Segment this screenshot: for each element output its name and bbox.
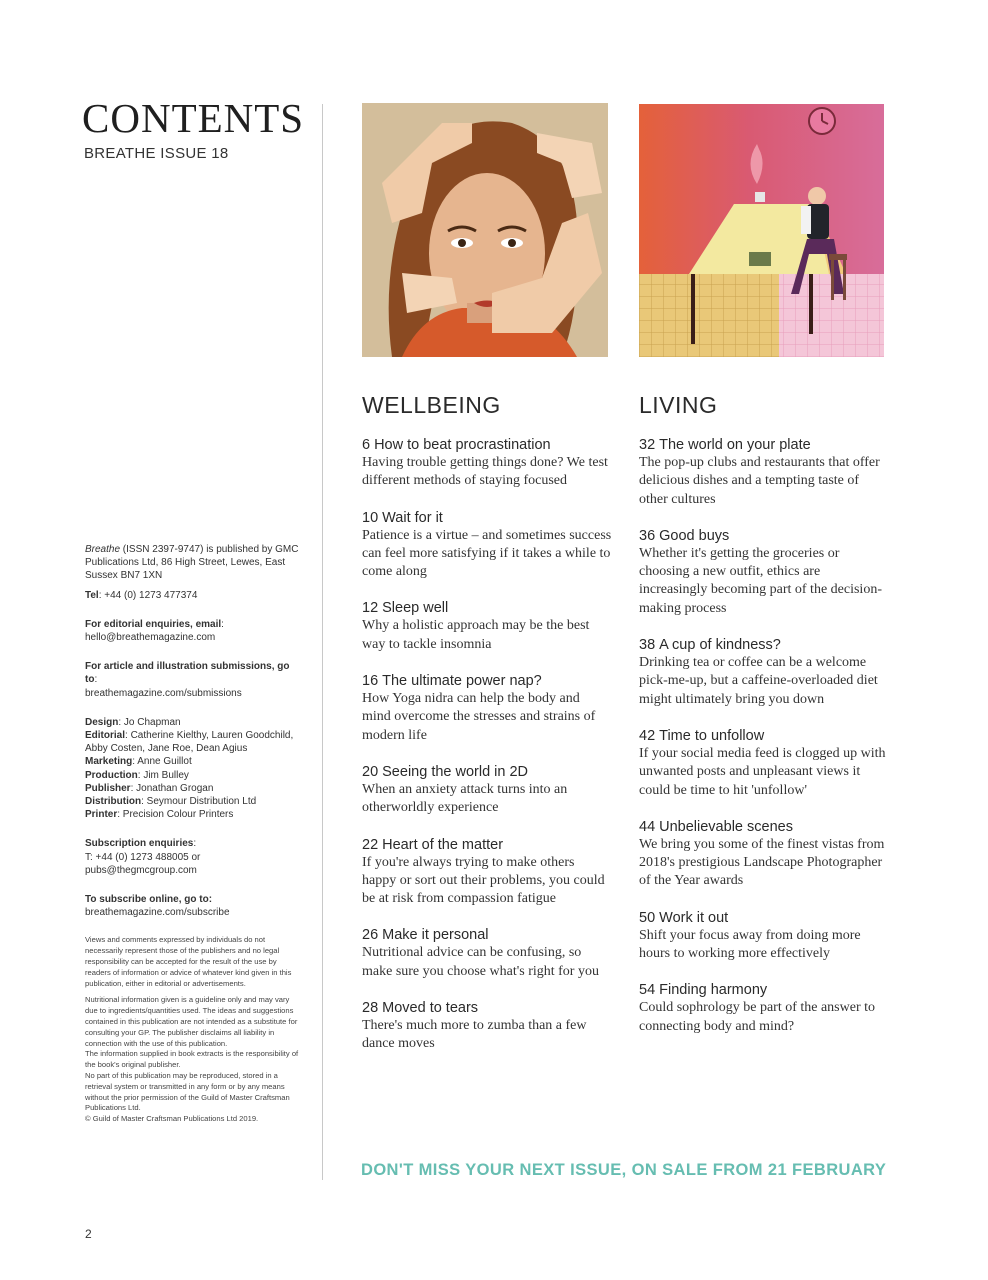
page-number: 44: [639, 818, 656, 835]
page-number: 26: [362, 927, 379, 944]
colophon-publisher: [85, 543, 300, 583]
disclaimer-views: Views and comments expressed by individuals do not necessarily represent those of the publishers and no legal responsibility can be accepted for the result of the use by readers of information or advice of whatever kind given in this publication, either in editorial or advertisements.: [85, 935, 292, 988]
entry-title: 12 Sleep well: [362, 600, 449, 617]
publication-name: Breathe: [85, 544, 121, 555]
page-number: 50: [639, 909, 656, 926]
page-number: 32: [639, 437, 656, 453]
page-number: 22: [362, 836, 379, 853]
credit-publisher: Publisher: Jonathan Grogan: [85, 782, 214, 794]
copyright-notice: © Guild of Master Craftsman Publications Ltd 2019.: [85, 1114, 259, 1124]
contents-entry[interactable]: [639, 636, 889, 709]
next-issue-banner: DON'T MISS YOUR NEXT ISSUE, ON SALE FROM 21 FEBRUARY: [361, 1161, 887, 1179]
contents-entry[interactable]: [639, 818, 889, 891]
colophon-submissions: For article and illustration submissions, go to: breathemagazine.com/submissions: [85, 661, 290, 699]
contents-entry[interactable]: [639, 727, 889, 800]
entry-title: 36 Good buys: [639, 527, 730, 544]
entry-title: 20 Seeing the world in 2D: [362, 763, 529, 780]
contents-entry[interactable]: [362, 836, 612, 909]
issue-label: BREATHE ISSUE 18: [84, 145, 229, 162]
living-illustration: [639, 104, 884, 357]
page-number: 20: [362, 763, 379, 780]
entry-title: 50 Work it out: [639, 909, 729, 926]
credit-production: Production: Jim Bulley: [85, 769, 189, 781]
entry-description: If you're always trying to make others happy or sort out their problems, you could be at risk from compassion fatigue: [362, 854, 605, 907]
entry-description: We bring you some of the finest vistas from 2018's prestigious Landscape Photographer of the Year awards: [639, 836, 885, 889]
disclaimer-reproduction: No part of this publication may be reproduced, stored in a retrieval system or transmitted in any form or by any means without the prior permission of the Guild of Master Craftsman Publications Ltd.: [85, 1071, 290, 1113]
credit-design: Design: Jo Chapman: [85, 716, 181, 728]
contents-entry[interactable]: [362, 436, 612, 491]
contents-entry[interactable]: [639, 527, 889, 618]
entry-title: 44 Unbelievable scenes: [639, 818, 793, 835]
credit-printer: Printer: Precision Colour Printers: [85, 809, 234, 821]
section-heading-living: LIVING: [639, 392, 718, 418]
entry-title: 38 A cup of kindness?: [639, 637, 781, 654]
page-number: 38: [639, 637, 656, 654]
contents-entry[interactable]: [362, 509, 612, 582]
page-number: 28: [362, 1000, 379, 1017]
living-list: [639, 436, 889, 1054]
entry-description: If your social media feed is clogged up with unwanted posts and unpleasant views it could be time to hit 'unfollow': [639, 745, 886, 798]
credit-editorial: Editorial: Catherine Kielthy, Lauren Goodchild, Abby Costen, Jane Roe, Dean Agius: [85, 730, 294, 755]
contents-entry[interactable]: [362, 672, 612, 745]
contents-entry[interactable]: [362, 763, 612, 818]
colophon: [85, 543, 300, 1125]
entry-description: Why a holistic approach may be the best way to tackle insomnia: [362, 618, 590, 652]
publication-info: (ISSN 2397-9747) is published by GMC Publications Ltd, 86 High Street, Lewes, East Sussex BN7 1XN: [85, 544, 299, 582]
entry-title: 16 The ultimate power nap?: [362, 673, 542, 690]
page-number: 36: [639, 527, 656, 544]
entry-description: Patience is a virtue – and sometimes success can feel more satisfying if it takes a while to come along: [362, 527, 612, 580]
column-divider: [322, 104, 323, 1180]
page-number: 16: [362, 673, 379, 690]
entry-title: 10 Wait for it: [362, 509, 443, 526]
entry-description: Whether it's getting the groceries or choosing a new outfit, ethics are increasingly becoming part of the decision-making process: [639, 545, 882, 616]
wellbeing-list: [362, 436, 612, 1072]
contents-entry[interactable]: [639, 436, 889, 509]
entry-description: Nutritional advice can be confusing, so make sure you choose what's right for you: [362, 945, 599, 979]
page-number: 6: [362, 437, 371, 453]
entry-description: When an anxiety attack turns into an otherworldly experience: [362, 781, 568, 816]
disclaimer-extracts: The information supplied in book extracts is the responsibility of the book's original publisher.: [85, 1049, 299, 1070]
contents-title: CONTENTS: [82, 95, 305, 141]
entry-title: 28 Moved to tears: [362, 1000, 479, 1017]
contents-entry[interactable]: [362, 926, 612, 981]
entry-title: 54 Finding harmony: [639, 982, 768, 999]
page-number: 54: [639, 982, 656, 999]
contents-entry[interactable]: [639, 909, 889, 964]
page-number: 10: [362, 509, 379, 526]
section-heading-wellbeing: WELLBEING: [362, 392, 501, 418]
contents-entry[interactable]: [639, 981, 889, 1036]
page-number: 12: [362, 600, 379, 617]
entry-title: 22 Heart of the matter: [362, 836, 504, 853]
colophon-subscribe-online: To subscribe online, go to: breathemagazine.com/subscribe: [85, 894, 230, 919]
entry-description: Having trouble getting things done? We test different methods of staying focused: [362, 455, 608, 489]
credit-marketing: Marketing: Anne Guillot: [85, 756, 192, 768]
colophon-subscription: Subscription enquiries: T: +44 (0) 1273 488005 or pubs@thegmcgroup.com: [85, 838, 201, 876]
wellbeing-illustration: [362, 103, 608, 357]
entry-description: Drinking tea or coffee can be a welcome pick-me-up, but a caffeine-overloaded diet might ultimately bring you down: [639, 655, 878, 707]
entry-description: The pop-up clubs and restaurants that offer delicious dishes and a tempting taste of other cultures: [639, 455, 880, 507]
entry-title: 6 How to beat procrastination: [362, 437, 551, 453]
colophon-editorial-enquiries: For editorial enquiries, email: hello@breathemagazine.com: [85, 618, 224, 644]
disclaimer-nutrition: Nutritional information given is a guideline only and may vary due to ingredients/quantities used. The ideas and suggestions contained in this publication are not intended as a substitute for consulting your GP. The publisher disclaims all liability in connection with the use of this publication.: [85, 995, 298, 1048]
entry-title: 32 The world on your plate: [639, 437, 811, 453]
subscribe-link[interactable]: breathemagazine.com/subscribe: [85, 907, 230, 919]
entry-title: 26 Make it personal: [362, 927, 489, 944]
entry-title: 42 Time to unfollow: [639, 727, 765, 744]
entry-description: How Yoga nidra can help the body and mind overcome the stresses and strains of modern life: [362, 691, 596, 743]
colophon-tel: Tel: +44 (0) 1273 477374: [85, 589, 198, 601]
editorial-email[interactable]: hello@breathemagazine.com: [85, 632, 216, 644]
submissions-link[interactable]: breathemagazine.com/submissions: [85, 687, 242, 699]
entry-description: Could sophrology be part of the answer to connecting body and mind?: [639, 1000, 876, 1034]
page-number: 42: [639, 727, 656, 744]
page-number-footer: 2: [85, 1227, 92, 1241]
entry-description: Shift your focus away from doing more hours to working more effectively: [639, 927, 861, 962]
credit-distribution: Distribution: Seymour Distribution Ltd: [85, 796, 257, 808]
contents-entry[interactable]: [362, 999, 612, 1054]
colophon-credits: [85, 716, 300, 822]
entry-description: There's much more to zumba than a few dance moves: [362, 1018, 587, 1052]
contents-entry[interactable]: [362, 599, 612, 654]
